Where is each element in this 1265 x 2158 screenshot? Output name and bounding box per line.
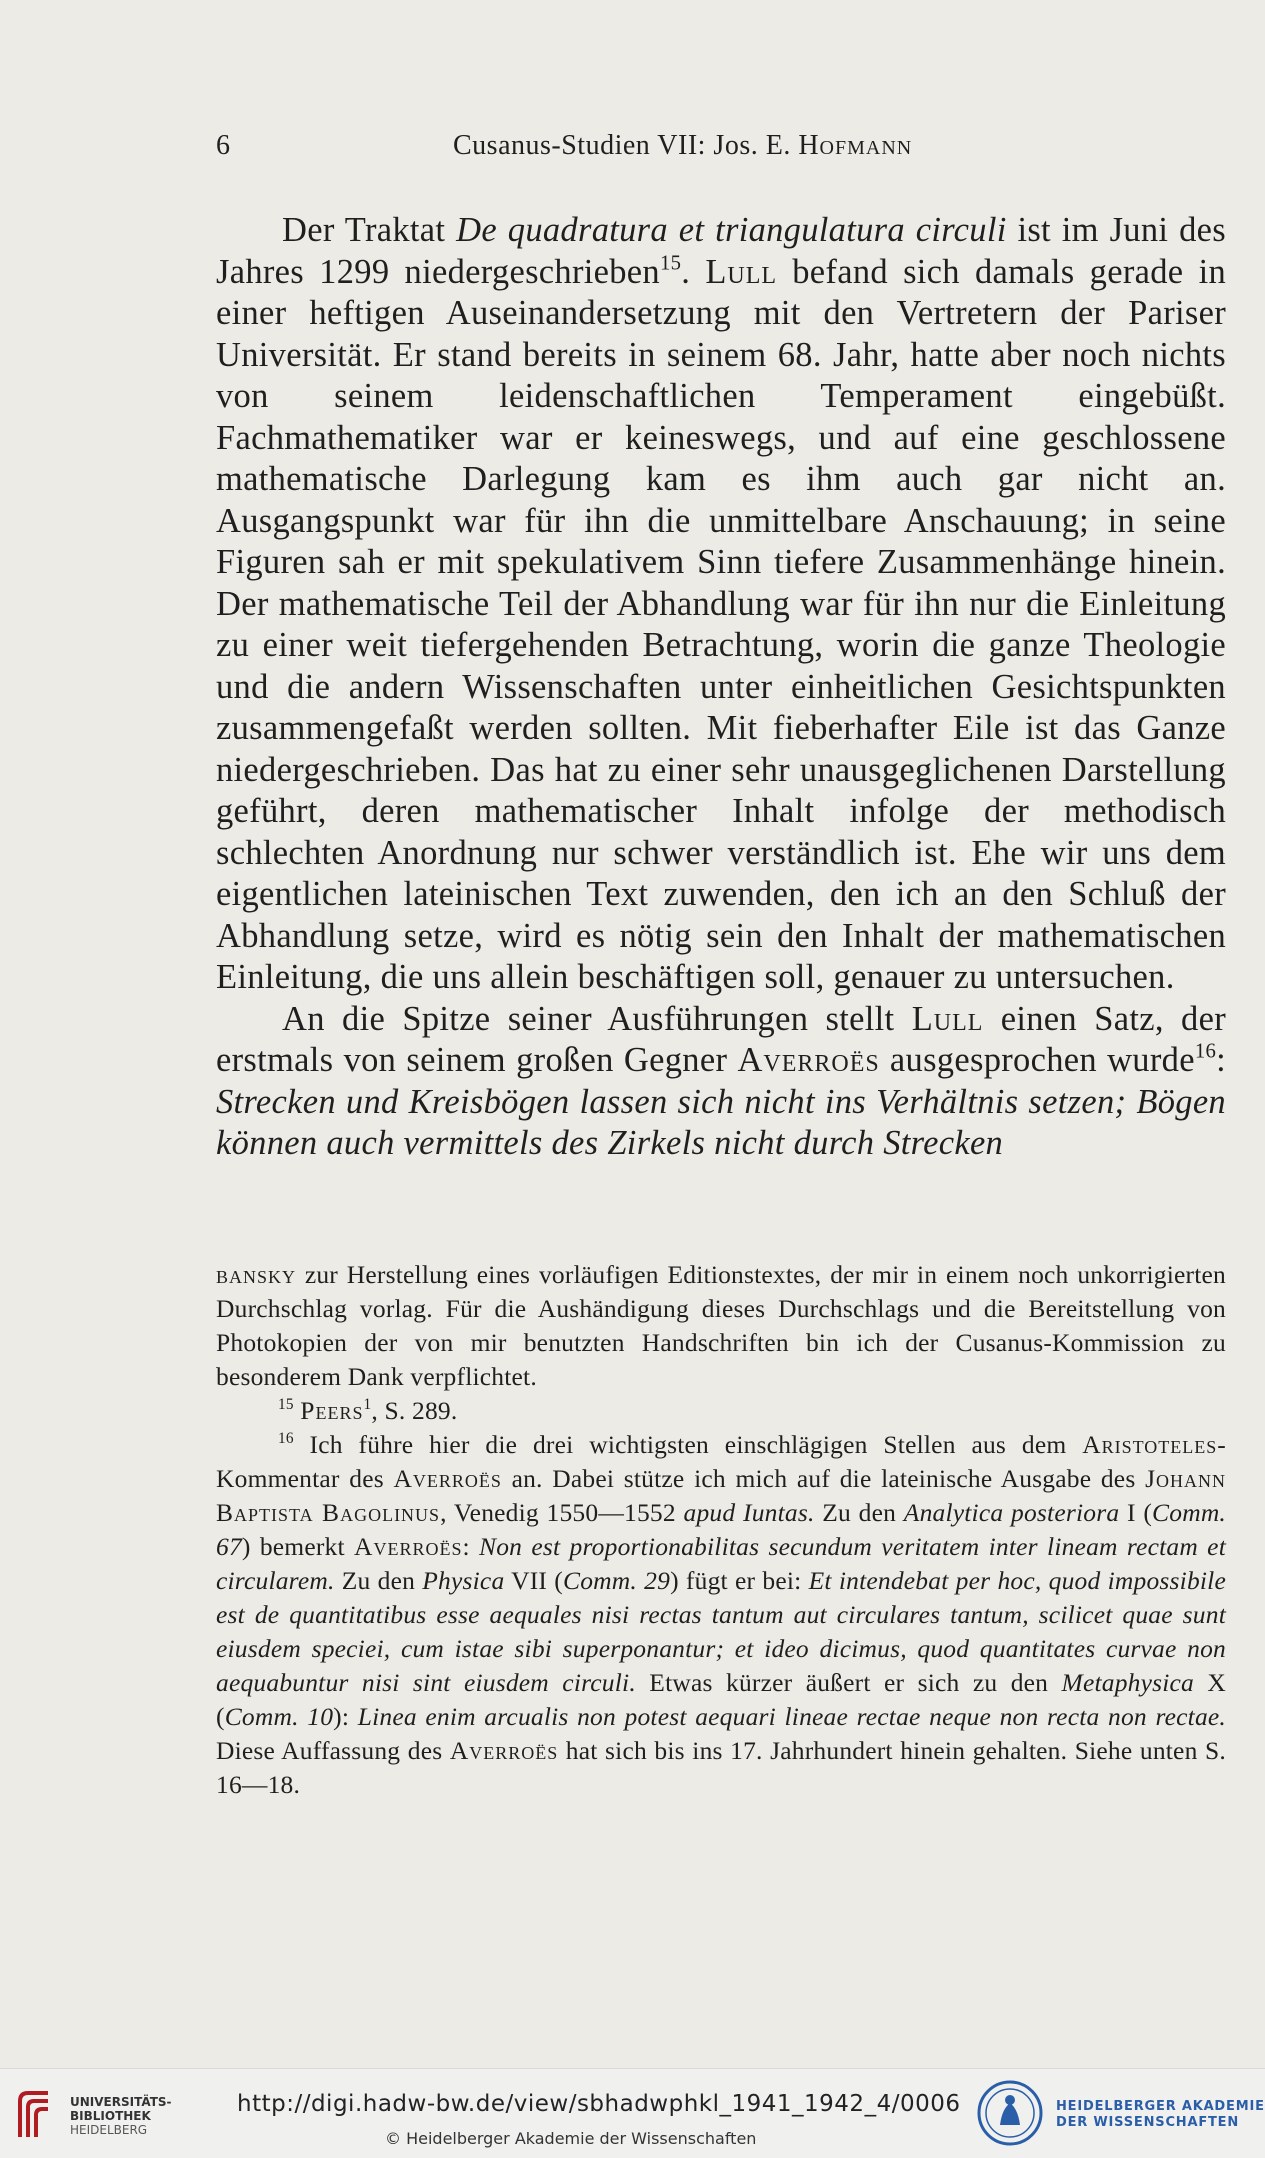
- name-aristoteles: Aristoteles: [1082, 1430, 1218, 1459]
- latin-quote: Linea enim arcualis non potest aequari lineae rectae neque non recta non rectae.: [357, 1702, 1226, 1731]
- footnotes: [216, 1258, 1226, 1802]
- running-title-text: Cusanus-Studien VII: Jos. E.: [453, 130, 799, 161]
- name-averroes: Averroës: [737, 1041, 880, 1079]
- main-text: [216, 210, 1226, 1165]
- running-title: [453, 130, 912, 162]
- footnote-number: 16: [278, 1430, 294, 1448]
- text-run: :: [462, 1532, 480, 1561]
- footnote-number: 15: [278, 1396, 294, 1414]
- text-run: I (: [1119, 1498, 1153, 1527]
- text-run: ist im Juni des Jahres 1299 niedergeschrieben: [216, 211, 1226, 291]
- text-run: X (: [216, 1668, 1226, 1731]
- text-run: zur Herstellung eines vorläufigen Editionstextes, der mir in einem noch unkorrigierten Durchschlag vorlag. Für die Aushändigung dieses Durchschlags und die Bereitstellung von Photokopien der von mir benutzten Handschriften bin ich der Cusanus-Kommission zu besonderem Dank verpflichtet.: [216, 1260, 1226, 1391]
- text-run: an. Dabei stütze ich mich auf die lateinische Ausgabe des: [501, 1464, 1146, 1493]
- copyright-notice: © Heidelberger Akademie der Wissenschaften: [385, 2129, 757, 2148]
- footnote-15: [216, 1394, 1226, 1428]
- text-run: ) bemerkt: [241, 1532, 355, 1561]
- text-run: Etwas kürzer äußert er sich zu den: [635, 1668, 1062, 1697]
- university-library-logo-icon[interactable]: [12, 2087, 56, 2143]
- treatise-title: De quadratura et triangulatura circuli: [456, 211, 1007, 249]
- italic-run: Analytica posteriora: [903, 1498, 1120, 1527]
- footnote-ref-16: 16: [1194, 1040, 1217, 1063]
- superscript: 1: [363, 1396, 372, 1414]
- name-bagolinus: Johann Baptista Bagolinus: [216, 1464, 1227, 1527]
- library-line: BIBLIOTHEK: [70, 2109, 151, 2123]
- paragraph-1: [216, 210, 1226, 999]
- name-peers: Peers: [300, 1396, 364, 1425]
- name-lull: Lull: [911, 999, 984, 1038]
- italic-run: Physica: [422, 1566, 505, 1595]
- text-run: .: [681, 252, 706, 291]
- library-line: HEIDELBERG: [70, 2123, 148, 2137]
- academy-seal-icon[interactable]: [976, 2079, 1044, 2147]
- viewer-footer: [0, 2068, 1265, 2158]
- library-line: UNIVERSITÄTS-: [70, 2095, 172, 2109]
- text-run: Zu den: [334, 1566, 423, 1595]
- paragraph-2: [216, 999, 1226, 1165]
- text-run: :: [1216, 1041, 1226, 1079]
- academy-line: HEIDELBERGER AKADEMIE: [1056, 2099, 1265, 2114]
- academy-name: [1056, 2099, 1265, 2131]
- italic-run: Comm. 10: [224, 1702, 334, 1731]
- italic-run: Comm. 67: [216, 1498, 1227, 1561]
- text-run: Diese Auffassung des: [216, 1736, 450, 1765]
- running-header: [216, 130, 1215, 170]
- italic-run: Comm. 29: [563, 1566, 671, 1595]
- footnote-continuation: [216, 1258, 1226, 1394]
- footnote-16: [216, 1428, 1226, 1802]
- name-lull: Lull: [705, 252, 778, 291]
- text-run: ):: [333, 1702, 358, 1731]
- text-run: , S. 289.: [371, 1396, 458, 1425]
- text-run: ) fügt er bei:: [670, 1566, 809, 1595]
- text-run: -Kommentar des: [216, 1430, 1226, 1493]
- text-run: Zu den: [814, 1498, 904, 1527]
- running-author: Hofmann: [798, 130, 913, 161]
- name-averroes: Averroës: [449, 1736, 559, 1765]
- text-run: An die Spitze seiner Ausführungen stellt: [282, 999, 912, 1038]
- text-run: , Venedig 1550—1552: [440, 1498, 684, 1527]
- text-run: befand sich damals gerade in einer heftigen Auseinandersetzung mit den Vertretern der Pariser Universität. Er stand bereits in seinem 68. Jahr, hatte aber noch nichts von seinem leidenschaftlichen Temperament eingebüßt. Fachmathematiker war er keineswegs, und auf eine geschlossene mathematische Darlegung kam es ihm auch gar nicht an. Ausgangspunkt war für ihn die unmittelbare Anschauung; in seine Figuren sah er mit spekulativem Sinn tiefere Zusammenhänge hinein. Der mathematische Teil der Abhandlung war für ihn nur die Einleitung zu einer weit tiefergehenden Betrachtung, worin die ganze Theologie und die andern Wissenschaften unter einheitlichen Gesichtspunkten zusammengefaßt werden sollten. Mit fieberhafter Eile ist das Ganze niedergeschrieben. Das hat zu einer sehr unausgeglichenen Darstellung geführt, deren mathematischer Inhalt infolge der methodisch schlechten Anordnung nur schwer verständlich ist. Ehe wir uns dem eigentlichen lateinischen Text zuwenden, den ich an den Schluß der Abhandlung setze, wird es nötig sein den Inhalt der mathematischen Einleitung, die uns allein beschäftigen soll, genauer zu untersuchen.: [216, 252, 1227, 996]
- text-run: ausgesprochen wurde: [879, 1041, 1195, 1079]
- name-averroes: Averroës: [393, 1464, 502, 1493]
- latin-quote: Et intendebat per hoc, quod impossibile est de quantitatibus esse aequales nisi rectas tantum aut circulares tantum, scilicet quae sunt eiusdem speciei, cum istae sibi superponantur; et ideo dicimus, quod quantitates curvae non aequabuntur nisi sint eiusdem circuli.: [216, 1566, 1226, 1697]
- text-run: hat sich bis ins 17. Jahrhundert hinein gehalten. Siehe unten S. 16—18.: [216, 1736, 1226, 1799]
- academy-line: DER WISSENSCHAFTEN: [1056, 2115, 1240, 2130]
- latin-quote: Non est proportionabilitas secundum veritatem inter lineam rectam et circularem.: [216, 1532, 1226, 1595]
- italic-run: apud Iuntas.: [683, 1498, 815, 1527]
- italic-run: Metaphysica: [1061, 1668, 1194, 1697]
- text-run: Der Traktat: [282, 211, 457, 249]
- library-name: [70, 2095, 172, 2137]
- name-fragment: bansky: [216, 1260, 297, 1289]
- permalink-url[interactable]: http://digi.hadw-bw.de/view/sbhadwphkl_1941_1942_4/0006: [237, 2091, 961, 2117]
- page-number: 6: [216, 130, 231, 161]
- quoted-thesis: Strecken und Kreisbögen lassen sich nicht ins Verhältnis setzen; Bögen können auch vermittels des Zirkels nicht durch Strecken: [216, 1082, 1226, 1162]
- text-run: Ich führe hier die drei wichtigsten einschlägigen Stellen aus dem: [293, 1430, 1083, 1459]
- text-run: VII (: [504, 1566, 564, 1595]
- footnote-ref-15: 15: [659, 252, 682, 275]
- text-run: einen Satz, der erstmals von seinem großen Gegner: [216, 999, 1227, 1079]
- name-averroes: Averroës: [354, 1532, 463, 1561]
